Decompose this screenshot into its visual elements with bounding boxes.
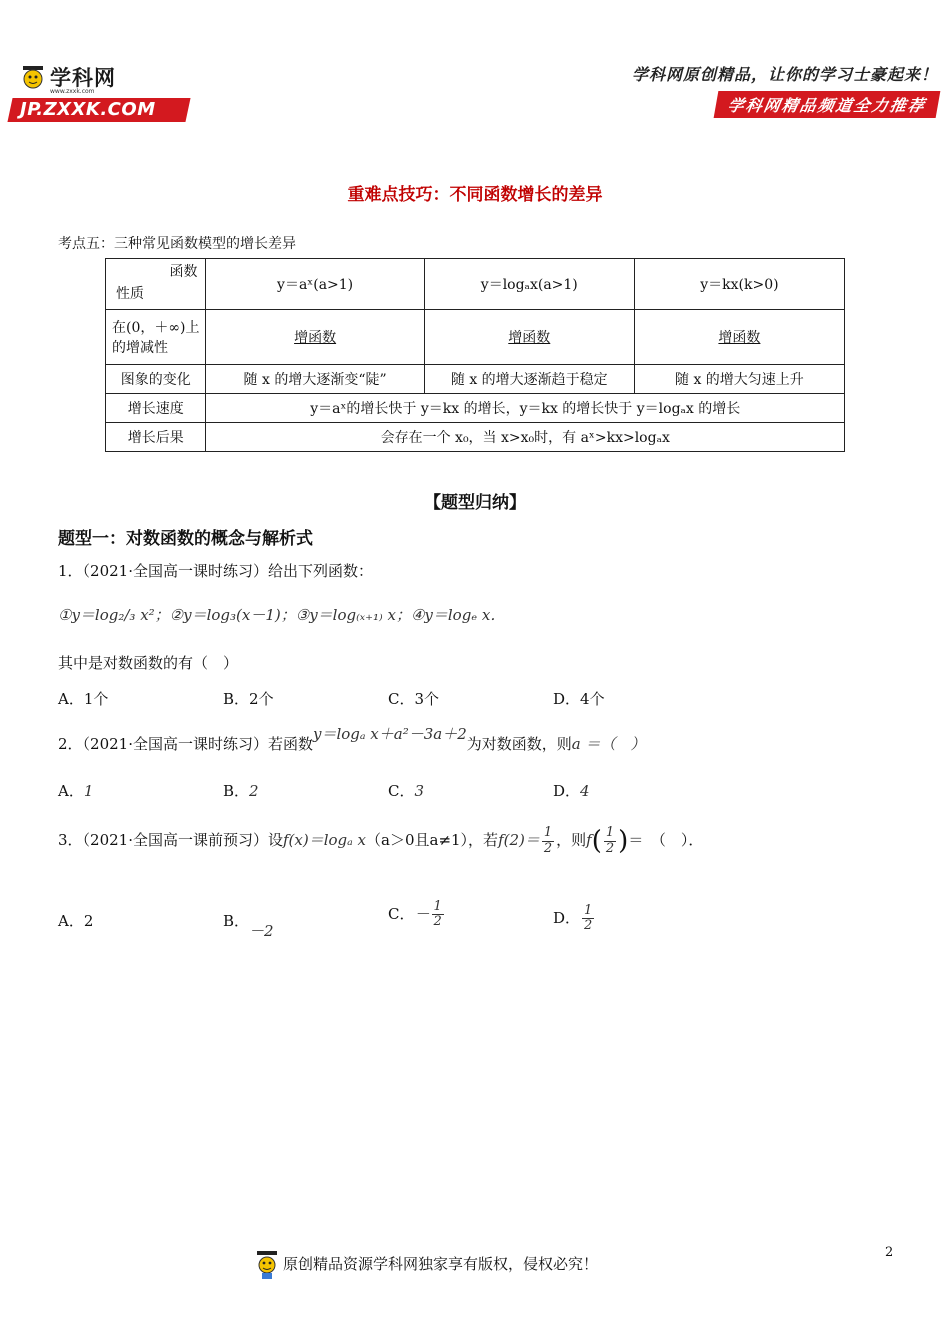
diag-top-label: 函数: [169, 264, 198, 280]
option-a[interactable]: A．1个: [58, 690, 109, 708]
option-c[interactable]: C．3个: [388, 690, 440, 708]
option-c[interactable]: [388, 780, 424, 801]
question-1-stem: 1．（2021·全国高一课时练习）给出下列函数：: [58, 562, 373, 580]
option-label: B．: [223, 912, 250, 930]
site-logo[interactable]: [10, 62, 190, 126]
option-b[interactable]: B．2个: [223, 690, 274, 708]
logo-text: 学科网: [50, 66, 116, 90]
table-cell: 增函数: [634, 310, 844, 365]
question-2-formula: y＝logₐ x＋a²－3a＋2: [313, 725, 467, 743]
fraction: [604, 826, 616, 856]
comparison-table: [105, 258, 845, 452]
table-cell: 随 x 的增大匀速上升: [634, 365, 844, 394]
option-a[interactable]: A．2: [58, 912, 94, 930]
table-row: [106, 394, 845, 423]
logo-url: JP.ZXXK.COM: [20, 99, 156, 120]
option-value: －2: [249, 922, 274, 940]
question-3-given: f(2)＝: [498, 831, 540, 849]
row-label: 在(0，＋∞)上的增减性: [106, 310, 206, 365]
option-sign: －: [414, 904, 430, 923]
question-3-stem: 3．（2021·全国高一课前预习）设f(x)＝logₐ x（a＞0且a≠1），若f(2)＝ $\frac{1}{2}$ ，则f( $\frac{1}{2}$ )＝ （ ）．: [58, 825, 704, 856]
mascot-icon: [20, 64, 46, 90]
col-header: y＝aˣ(a>1): [206, 259, 424, 310]
option-value: 3: [414, 782, 425, 800]
table-cell: 增函数: [424, 310, 634, 365]
page-number: 2: [885, 1245, 894, 1260]
option-value: 1: [83, 782, 94, 800]
option-label: D．: [553, 782, 581, 800]
option-d[interactable]: [553, 904, 596, 934]
option-value: 2: [249, 782, 259, 800]
mascot-icon: [255, 1250, 279, 1280]
slogan-text: 学科网原创精品，让你的学习士豪起来！: [631, 65, 938, 84]
slogan-banner[interactable]: 学科网精品频道全力推荐: [714, 91, 941, 118]
table-span-cell: y＝aˣ的增长快于 y＝kx 的增长，y＝kx 的增长快于 y＝logₐx 的增长: [206, 394, 845, 423]
numerator: 1: [543, 825, 553, 841]
table-cell: 随 x 的增大逐渐趋于稳定: [424, 365, 634, 394]
section-heading: 【题型归纳】: [424, 493, 526, 513]
function-list: ①y＝log₂/₃ x²；②y＝log₃(x－1)；③y＝log₍ₓ₊₁₎ x；④y＝logₑ x．: [58, 606, 506, 624]
question-2-tail: a ＝（ ）: [571, 735, 646, 753]
option-label: C．: [388, 904, 415, 923]
denominator: 2: [584, 918, 593, 934]
page-title: 重难点技巧：不同函数增长的差异: [347, 185, 603, 205]
denominator: 2: [543, 840, 553, 856]
numerator: 1: [605, 825, 615, 841]
question-3-then: ，则: [556, 831, 587, 849]
option-d[interactable]: D．4个: [553, 690, 605, 708]
row-label: 图象的变化: [106, 365, 206, 394]
option-label: D．: [553, 908, 581, 927]
type-heading: 题型一：对数函数的概念与解析式: [58, 529, 313, 549]
question-1-prompt: 其中是对数函数的有（ ）: [58, 654, 239, 672]
option-d[interactable]: [553, 780, 590, 801]
diag-header-cell: [106, 259, 206, 310]
diag-bottom-label: 性质: [116, 286, 144, 302]
option-b[interactable]: [223, 910, 274, 940]
question-1-functions: [58, 604, 505, 625]
footer-copyright: [255, 1250, 598, 1280]
section-label: 考点五：三种常见函数模型的增长差异: [58, 236, 296, 252]
denominator: 2: [605, 840, 615, 856]
option-label: A．: [58, 782, 84, 800]
question-3-ask: f: [586, 831, 592, 849]
table-cell: 增函数: [206, 310, 424, 365]
table-cell: 随 x 的增大逐渐变“陡”: [206, 365, 424, 394]
question-2-stem: [58, 725, 646, 754]
table-span-cell: 会存在一个 x₀，当 x>x₀时，有 aˣ>kx>logₐx: [206, 423, 845, 452]
table-row: [106, 423, 845, 452]
row-label: 增长后果: [106, 423, 206, 452]
numerator: 1: [584, 903, 593, 918]
option-a[interactable]: [58, 780, 93, 801]
question-3-stem-a: 3．（2021·全国高一课前预习）设: [58, 831, 283, 849]
option-c[interactable]: [388, 900, 446, 930]
header-slogan: [608, 62, 938, 118]
fraction: [432, 900, 444, 930]
option-value: 4: [580, 782, 590, 800]
footer-text: 原创精品资源学科网独家享有版权，侵权必究！: [283, 1255, 599, 1273]
question-2-stem-b: 为对数函数，则: [466, 735, 572, 753]
table-row: [106, 310, 845, 365]
question-3-formula: f(x)＝logₐ x: [283, 831, 367, 849]
col-header: y＝kx(k>0): [634, 259, 844, 310]
fraction: [582, 904, 594, 934]
question-3-tail: ＝ （ ）．: [628, 831, 704, 849]
fraction: [542, 826, 554, 856]
option-label: C．: [388, 782, 415, 800]
table-header-row: [106, 259, 845, 310]
option-label: B．: [223, 782, 250, 800]
option-b[interactable]: [223, 780, 259, 801]
row-label: 增长速度: [106, 394, 206, 423]
col-header: y＝logₐx(a>1): [424, 259, 634, 310]
logo-www: www.zxxk.com: [50, 88, 95, 95]
question-2-stem-a: 2．（2021·全国高一课时练习）若函数: [58, 735, 313, 753]
denominator: 2: [433, 914, 442, 930]
question-3-cond: （a＞0且a≠1），若: [366, 831, 499, 849]
numerator: 1: [433, 899, 442, 914]
table-row: [106, 365, 845, 394]
